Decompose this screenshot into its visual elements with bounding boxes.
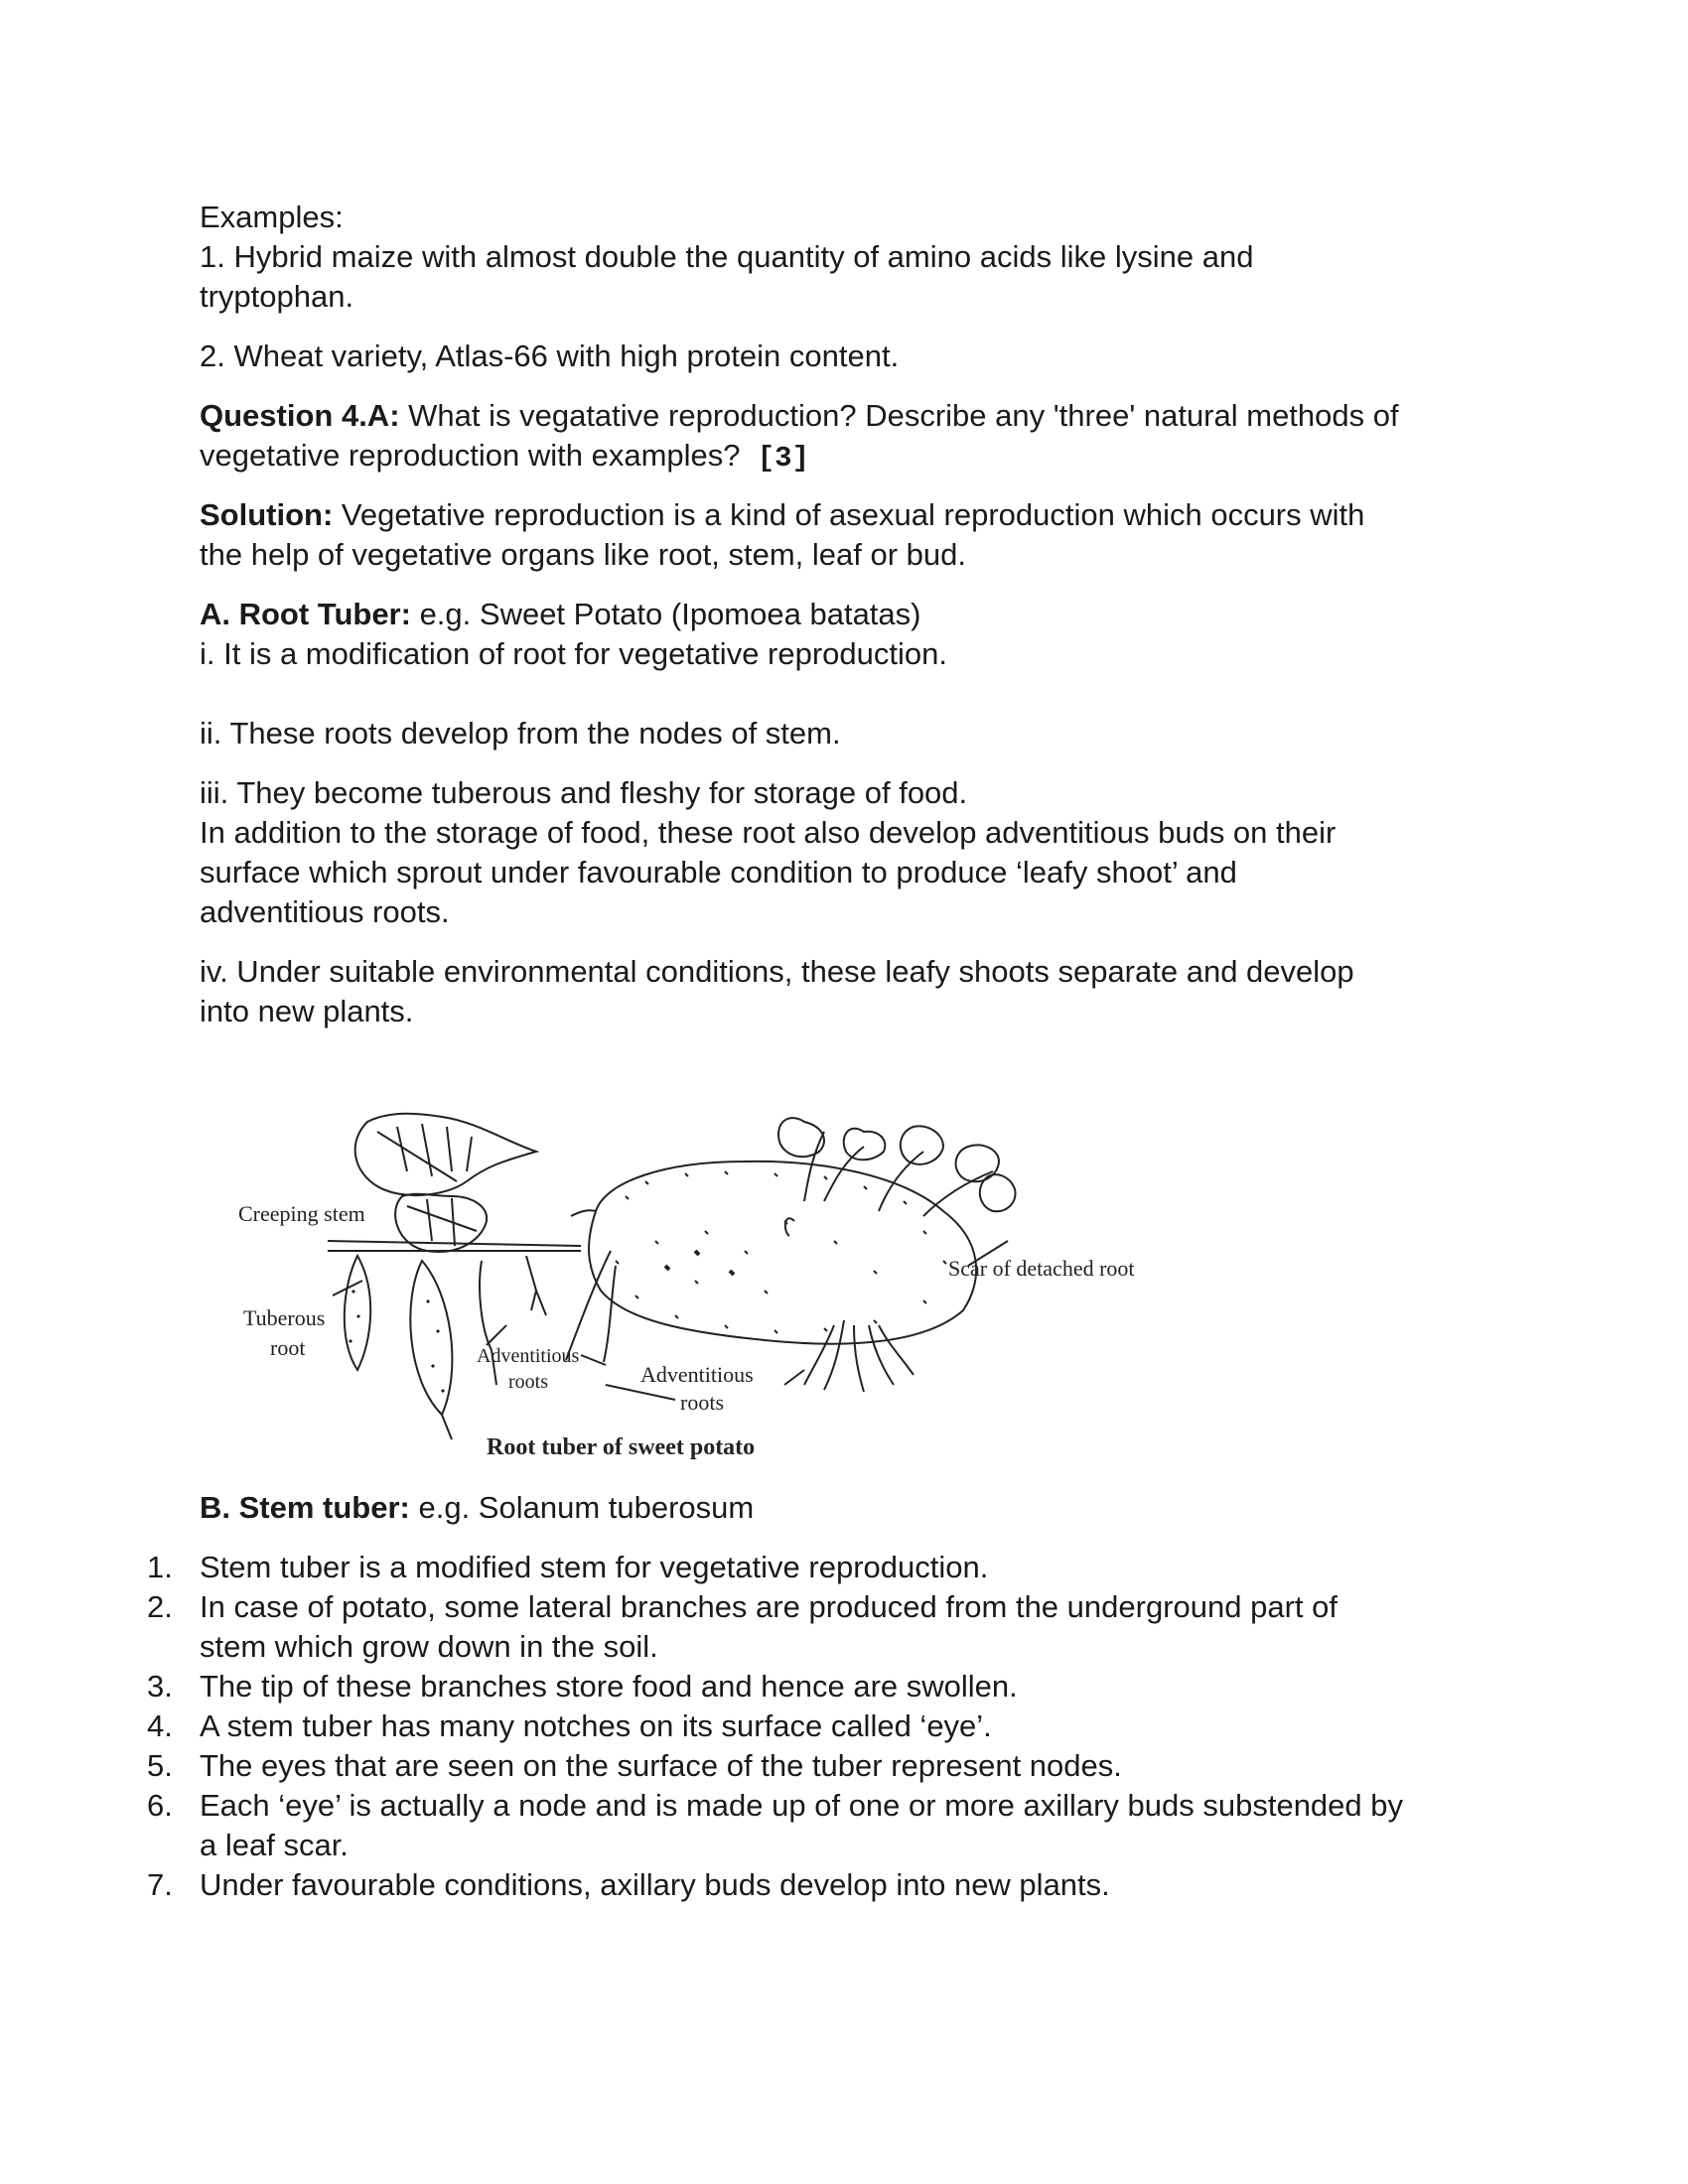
list-item-continuation: stem which grow down in the soil. — [200, 1629, 658, 1664]
list-item: In case of potato, some lateral branches are produced from the underground part of — [200, 1589, 1337, 1624]
root-tuber-point-i: i. It is a modification of root for vegetative reproduction. — [200, 636, 947, 671]
list-item: The eyes that are seen on the surface of the tuber represent nodes. — [200, 1748, 1122, 1783]
root-tuber-heading — [200, 595, 920, 634]
examples-heading: Examples: — [200, 200, 344, 234]
root-tuber-point-iv-2: into new plants. — [200, 994, 414, 1028]
solution-line-2: the help of vegetative organs like root, stem, leaf or bud. — [200, 537, 967, 572]
root-tuber-point-ii: ii. These roots develop from the nodes of stem. — [200, 716, 841, 751]
example-1-line-1: 1. Hybrid maize with almost double the quantity of amino acids like lysine and — [200, 239, 1254, 274]
list-item: Stem tuber is a modified stem for vegetative reproduction. — [200, 1550, 989, 1584]
example-2: 2. Wheat variety, Atlas-66 with high protein content. — [200, 339, 900, 373]
figure-caption: Root tuber of sweet potato — [487, 1434, 756, 1460]
list-item: Under favourable conditions, axillary buds develop into new plants. — [200, 1867, 1110, 1902]
root-tuber-point-iii: iii. They become tuberous and fleshy for storage of food. — [200, 775, 968, 810]
label-adventitious-1: Adventitious — [477, 1345, 580, 1367]
solution-line-1 — [200, 495, 1364, 535]
label-creeping-stem: Creeping stem — [238, 1201, 365, 1226]
solution-text-1: Vegetative reproduction is a kind of asexual reproduction which occurs with — [333, 497, 1365, 532]
label-scar: Scar of detached root — [948, 1256, 1135, 1281]
label-tuberous: Tuberous — [243, 1305, 326, 1330]
sweet-potato-figure — [228, 1102, 1182, 1479]
question-line-1 — [200, 396, 1399, 436]
sweet-potato-illustration — [228, 1102, 1182, 1479]
list-item-continuation: a leaf scar. — [200, 1828, 349, 1862]
root-tuber-addition-2: surface which sprout under favourable condition to produce ‘leafy shoot’ and — [200, 855, 1237, 889]
list-item-number: 5. — [147, 1748, 173, 1783]
question-text-2: vegetative reproduction with examples? — [200, 438, 741, 473]
list-item-number: 6. — [147, 1788, 173, 1823]
question-label: Question 4.A: — [200, 398, 400, 433]
list-item: The tip of these branches store food and hence are swollen. — [200, 1669, 1018, 1704]
list-item: Each ‘eye’ is actually a node and is made up of one or more axillary buds substended by — [200, 1788, 1404, 1823]
root-tuber-label: A. Root Tuber: — [200, 597, 411, 631]
question-marks: [3] — [757, 442, 809, 475]
root-tuber-point-iv-1: iv. Under suitable environmental conditions, these leafy shoots separate and develop — [200, 954, 1354, 989]
list-item-number: 2. — [147, 1589, 173, 1624]
label-roots-1: roots — [508, 1371, 548, 1393]
question-text-1: What is vegatative reproduction? Describe any 'three' natural methods of — [399, 398, 1399, 433]
label-root: root — [270, 1335, 306, 1360]
stem-tuber-example: e.g. Solanum tuberosum — [409, 1490, 755, 1525]
label-roots-2: roots — [680, 1390, 724, 1415]
question-line-2 — [200, 436, 809, 478]
example-1-line-2: tryptophan. — [200, 279, 354, 314]
figure-labels — [238, 1201, 1135, 1460]
solution-label: Solution: — [200, 497, 334, 532]
list-item-number: 3. — [147, 1669, 173, 1704]
root-tuber-addition-1: In addition to the storage of food, these root also develop adventitious buds on their — [200, 815, 1336, 850]
stem-tuber-label: B. Stem tuber: — [200, 1490, 410, 1525]
label-adventitious-2: Adventitious — [640, 1362, 754, 1387]
list-item-number: 1. — [147, 1550, 173, 1584]
stem-tuber-heading — [200, 1488, 754, 1528]
list-item: A stem tuber has many notches on its surface called ‘eye’. — [200, 1708, 992, 1743]
root-tuber-example: e.g. Sweet Potato (Ipomoea batatas) — [410, 597, 921, 631]
list-item-number: 4. — [147, 1708, 173, 1743]
illustration-drawing — [328, 1114, 1016, 1439]
root-tuber-addition-3: adventitious roots. — [200, 894, 450, 929]
list-item-number: 7. — [147, 1867, 173, 1902]
